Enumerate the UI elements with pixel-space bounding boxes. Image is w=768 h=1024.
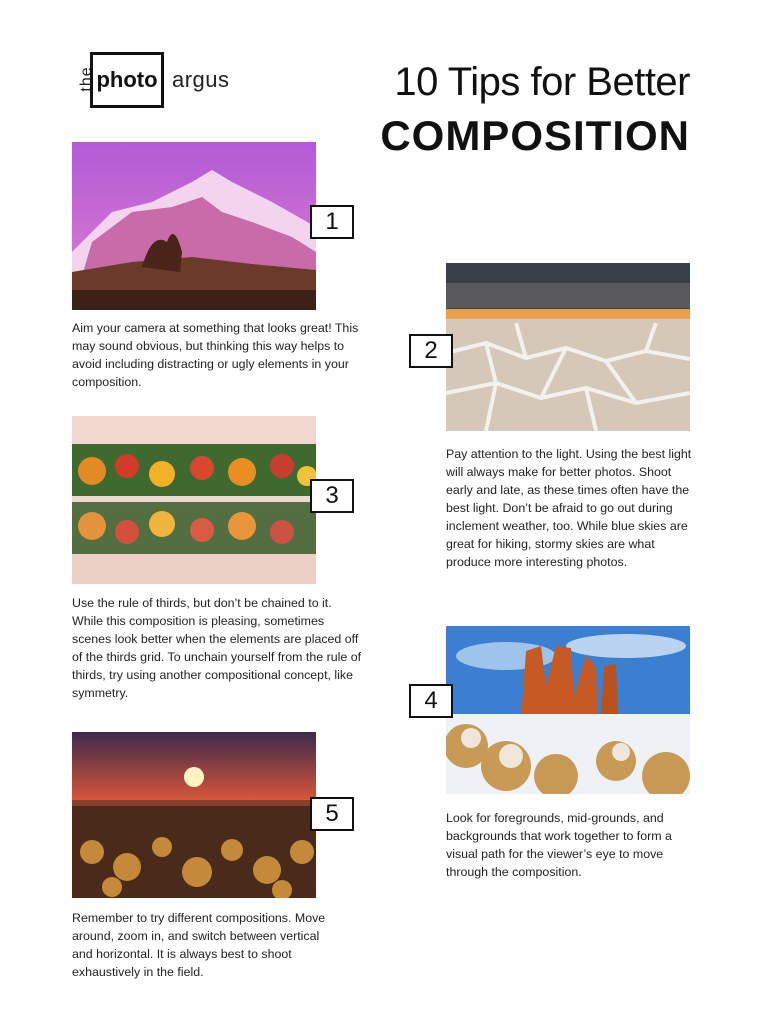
- tip-4-caption: Look for foregrounds, mid-grounds, and backgrounds that work together to form a visual path for the viewer’s eye to move through the composition.: [446, 811, 672, 879]
- tip-1-photo: [72, 142, 316, 310]
- tip-3-number: 3: [310, 479, 354, 513]
- tip-4-number: 4: [409, 684, 453, 718]
- logo-photo-box: photo: [90, 52, 164, 108]
- logo-argus: argus: [172, 67, 230, 92]
- tip-5-photo: [72, 732, 316, 898]
- tip-1-caption: Aim your camera at something that looks great! This may sound obvious, but thinking this way helps to avoid including distracting or ugly elements in your composition.: [72, 321, 359, 389]
- tip-2-number: 2: [409, 334, 453, 368]
- tip-2-caption: Pay attention to the light. Using the best light will always make for better photos. Shoot early and late, as these times often have the best light. Don’t be afraid to go out during inclement weather, too. While blue skies are great for hiking, stormy skies are what produce more interesting photos.: [446, 447, 692, 569]
- title-line-2: COMPOSITION: [380, 112, 690, 159]
- tip-1-number: 1: [310, 205, 354, 239]
- logo-the: the: [78, 66, 95, 92]
- tip-3-caption: Use the rule of thirds, but don’t be chained to it. While this composition is pleasing, sometimes scenes look better when the elements are placed off of the thirds grid. To unchain yourself from the rule of thirds, try using another compositional concept, like symmetry.: [72, 596, 362, 700]
- tip-3-photo: [72, 416, 316, 584]
- tip-4-photo: [446, 626, 690, 794]
- tip-5-number: 5: [310, 797, 354, 831]
- tip-2-photo: [446, 263, 690, 431]
- title-line-1: 10 Tips for Better: [394, 60, 690, 104]
- tip-5-caption: Remember to try different compositions. Move around, zoom in, and switch between vertical and horizontal. It is always best to shoot exhaustively in the field.: [72, 911, 326, 979]
